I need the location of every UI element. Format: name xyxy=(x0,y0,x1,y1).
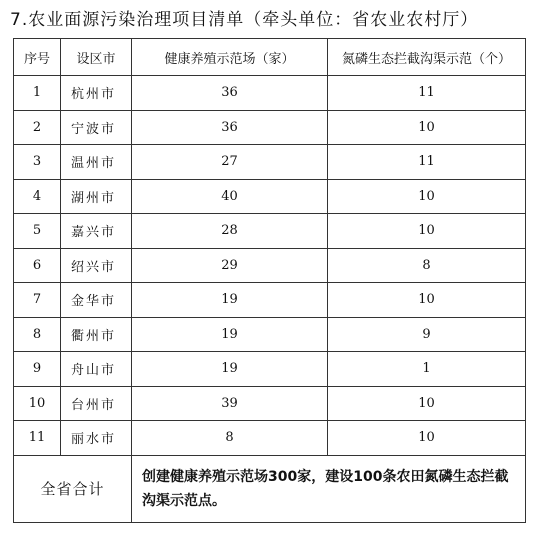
farms-cell: 8 xyxy=(132,421,328,456)
city-cell: 绍兴市 xyxy=(61,248,132,283)
farms-cell: 36 xyxy=(132,76,328,111)
row-number-cell: 6 xyxy=(14,248,61,283)
table-row xyxy=(14,352,526,387)
city-cell: 台州市 xyxy=(61,386,132,421)
ditches-cell: 8 xyxy=(328,248,526,283)
table-row xyxy=(14,386,526,421)
row-number-cell: 7 xyxy=(14,283,61,318)
ditches-cell: 1 xyxy=(328,352,526,387)
city-cell: 丽水市 xyxy=(61,421,132,456)
ditches-cell: 10 xyxy=(328,179,526,214)
table-row xyxy=(14,110,526,145)
total-summary: 创建健康养殖示范场300家，建设100条农田氮磷生态拦截沟渠示范点。 xyxy=(132,455,526,522)
city-cell: 温州市 xyxy=(61,145,132,180)
table-row xyxy=(14,283,526,318)
ditches-cell: 10 xyxy=(328,386,526,421)
table-row xyxy=(14,214,526,249)
table-row xyxy=(14,76,526,111)
city-cell: 宁波市 xyxy=(61,110,132,145)
row-number-cell: 9 xyxy=(14,352,61,387)
ditches-cell: 10 xyxy=(328,283,526,318)
farms-cell: 39 xyxy=(132,386,328,421)
header-no: 序号 xyxy=(14,39,61,76)
city-cell: 湖州市 xyxy=(61,179,132,214)
row-number-cell: 4 xyxy=(14,179,61,214)
farms-cell: 28 xyxy=(132,214,328,249)
table-row xyxy=(14,248,526,283)
farms-cell: 36 xyxy=(132,110,328,145)
row-number-cell: 5 xyxy=(14,214,61,249)
ditches-cell: 10 xyxy=(328,214,526,249)
ditches-cell: 10 xyxy=(328,110,526,145)
row-number-cell: 11 xyxy=(14,421,61,456)
farms-cell: 40 xyxy=(132,179,328,214)
header-farms: 健康养殖示范场（家） xyxy=(132,39,328,76)
ditches-cell: 9 xyxy=(328,317,526,352)
ditches-cell: 10 xyxy=(328,421,526,456)
total-row xyxy=(14,455,526,522)
city-cell: 金华市 xyxy=(61,283,132,318)
page-title: 7.农业面源污染治理项目清单（牵头单位：省农业农村厅） xyxy=(10,10,479,30)
header-ditches: 氮磷生态拦截沟渠示范（个） xyxy=(328,39,526,76)
ditches-cell: 11 xyxy=(328,145,526,180)
ditches-cell: 11 xyxy=(328,76,526,111)
header-city: 设区市 xyxy=(61,39,132,76)
city-cell: 嘉兴市 xyxy=(61,214,132,249)
table-row xyxy=(14,145,526,180)
farms-cell: 19 xyxy=(132,352,328,387)
table-header-row xyxy=(14,39,526,76)
row-number-cell: 2 xyxy=(14,110,61,145)
row-number-cell: 3 xyxy=(14,145,61,180)
farms-cell: 19 xyxy=(132,283,328,318)
total-label: 全省合计 xyxy=(14,455,132,522)
city-cell: 舟山市 xyxy=(61,352,132,387)
farms-cell: 29 xyxy=(132,248,328,283)
table-row xyxy=(14,317,526,352)
city-cell: 杭州市 xyxy=(61,76,132,111)
farms-cell: 27 xyxy=(132,145,328,180)
row-number-cell: 10 xyxy=(14,386,61,421)
row-number-cell: 1 xyxy=(14,76,61,111)
row-number-cell: 8 xyxy=(14,317,61,352)
table-row xyxy=(14,179,526,214)
city-cell: 衢州市 xyxy=(61,317,132,352)
farms-cell: 19 xyxy=(132,317,328,352)
table-row xyxy=(14,421,526,456)
project-table xyxy=(13,38,526,523)
